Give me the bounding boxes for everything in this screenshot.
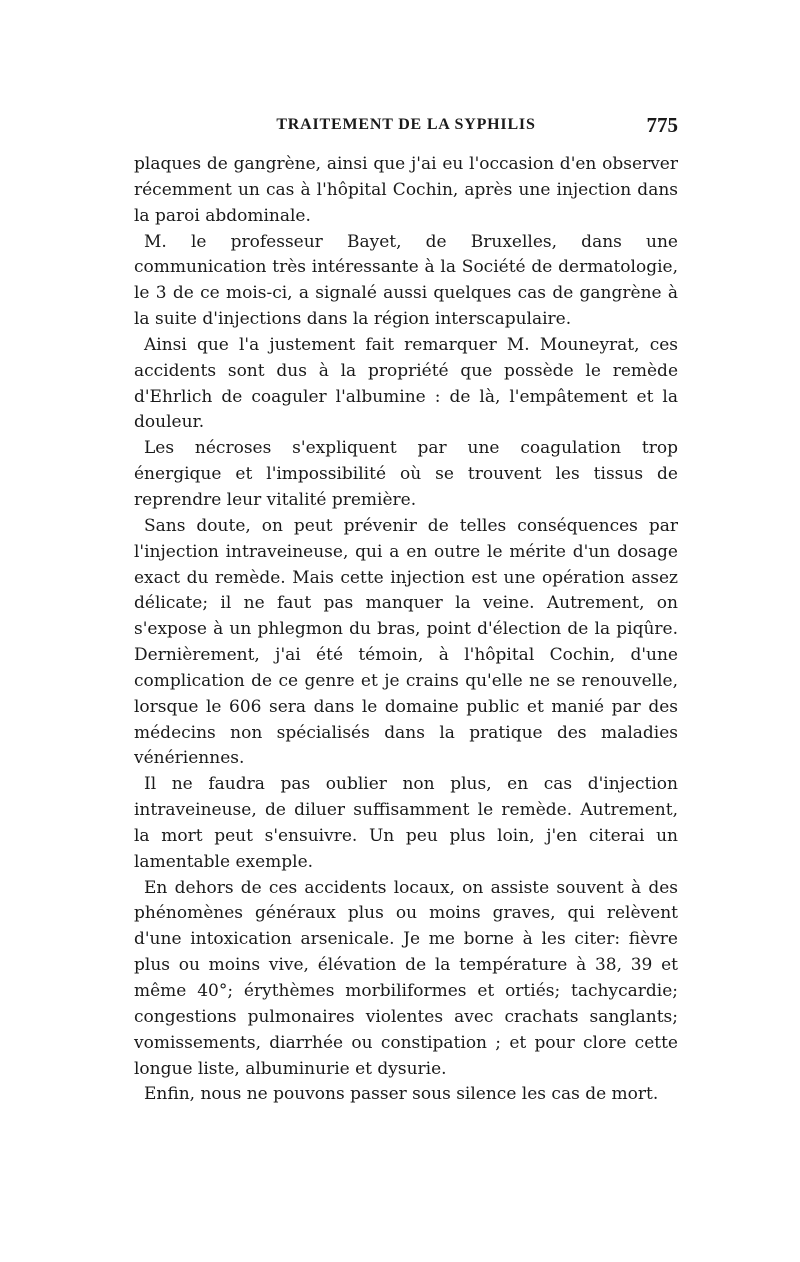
- paragraph: Il ne faudra pas oublier non plus, en cas d'injection intraveineuse, de diluer suffisamment le remède. Autrement, la mort peut s'ensuivre. Un peu plus loin, j'en citerai un lamentable exemple.: [134, 774, 678, 872]
- running-title: TRAITEMENT DE LA SYPHILIS: [276, 116, 536, 133]
- paragraph: Enfin, nous ne pouvons passer sous silence les cas de mort.: [144, 1084, 659, 1105]
- paragraph: Ainsi que l'a justement fait remarquer M. Mouneyrat, ces accidents sont dus à la propriété que possède le remède d'Ehrlich de coaguler l'albumine : de là, l'empâtement et la douleur.: [134, 334, 678, 433]
- paragraph: plaques de gangrène, ainsi que j'ai eu l'occasion d'en observer récemment un cas à l'hôpital Cochin, après une injection dans la paroi abdominale.: [134, 154, 678, 226]
- paragraph: M. le professeur Bayet, de Bruxelles, dans une communication très intéressante à la Société de dermatologie, le 3 de ce mois-ci, a signalé aussi quelques cas de gangrène à la suite d'injections dans la région interscapulaire.: [134, 231, 678, 330]
- paragraph: Sans doute, on peut prévenir de telles conséquences par l'injection intraveineuse, qui a en outre le mérite d'un dosage exact du remède. Mais cette injection est une opération assez délicate; il ne faut pas manquer la veine. Autrement, on s'expose à un phlegmon du bras, point d'élection de la piqûre. Dernièrement, j'ai été témoin, à l'hôpital Cochin, d'une complication de ce genre et je crains qu'elle ne se renouvelle, lorsque le 606 sera dans le domaine public et manié par des médecins non spécialisés dans la pratique des maladies vénériennes.: [134, 515, 678, 769]
- body-text: [134, 152, 678, 1108]
- paragraph: En dehors de ces accidents locaux, on assiste souvent à des phénomènes généraux plus ou moins graves, qui relèvent d'une intoxication arsenicale. Je me borne à les citer: fièvre plus ou moins vive, élévation de la température à 38, 39 et même 40°; érythèmes morbiliformes et ortiés; tachycardie; congestions pulmonaires violentes avec crachats sanglants; vomissements, diarrhée ou constipation ; et pour clore cette longue liste, albuminurie et dysurie.: [134, 877, 678, 1079]
- running-head: [134, 113, 678, 137]
- page-number: 775: [646, 113, 678, 137]
- paragraph: Les nécroses s'expliquent par une coagulation trop énergique et l'impossibilité où se trouvent les tissus de reprendre leur vitalité première.: [134, 438, 678, 510]
